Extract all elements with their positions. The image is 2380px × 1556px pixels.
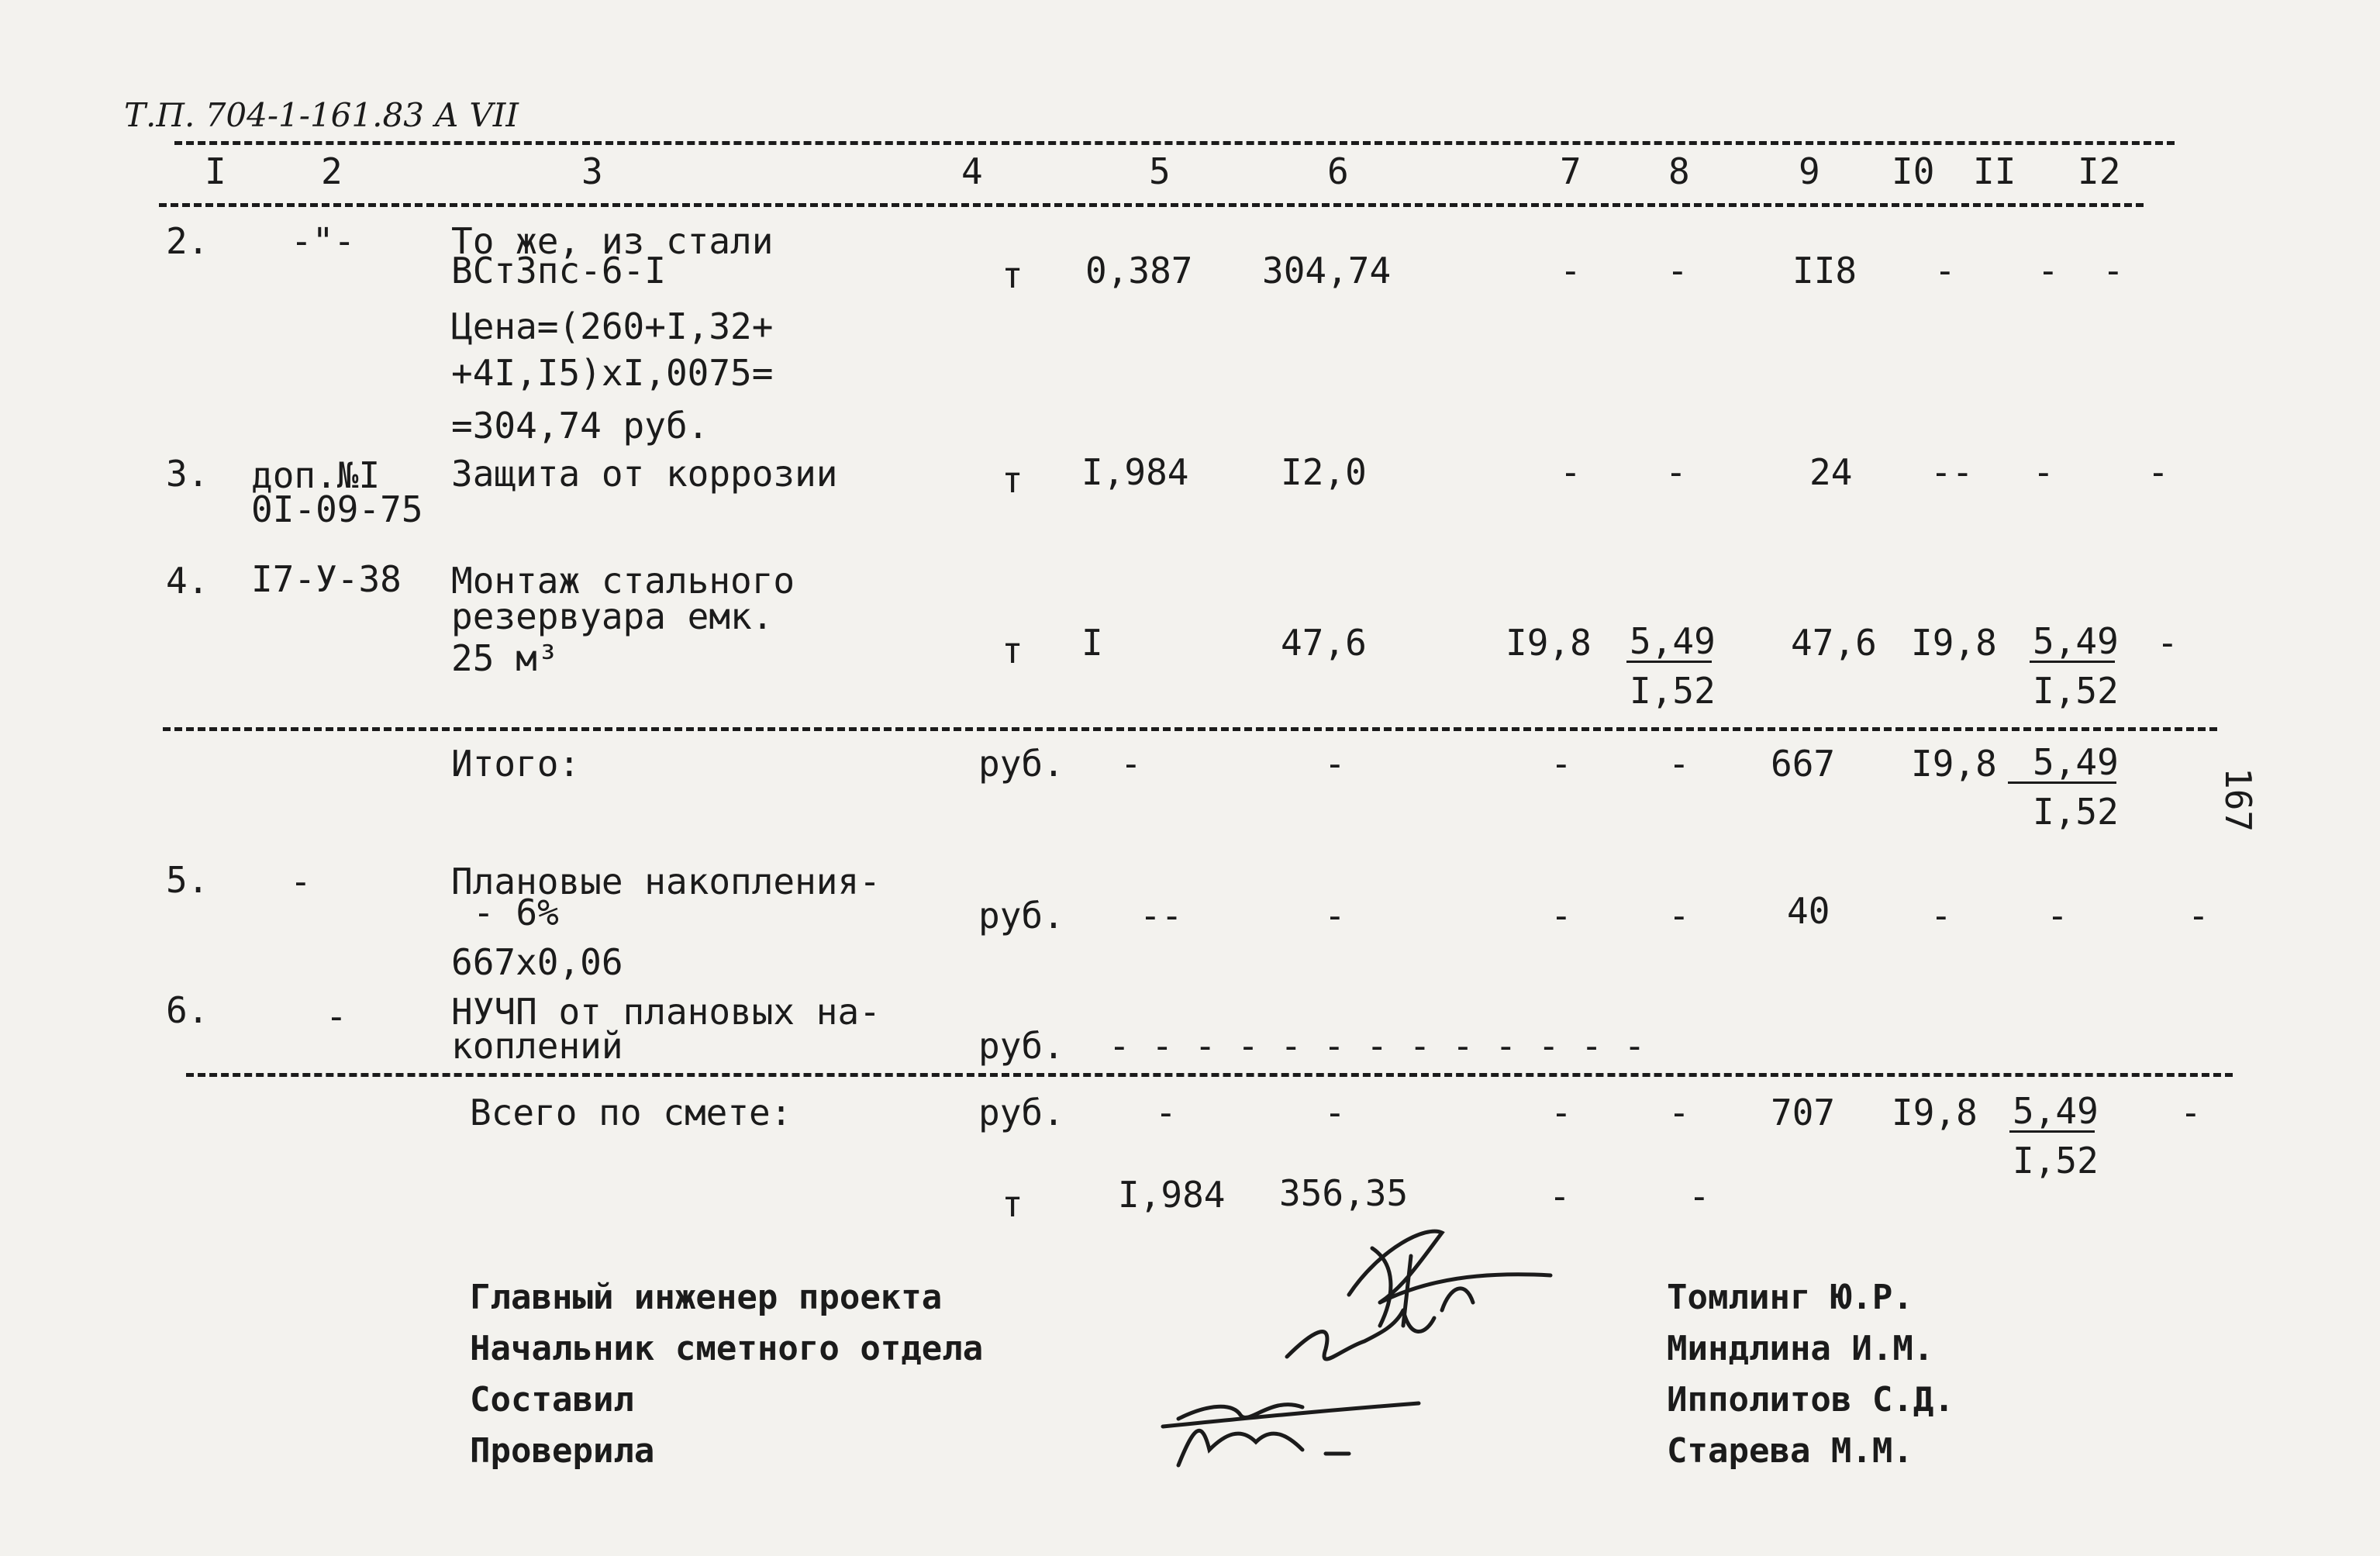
row-number: 3. xyxy=(166,453,209,495)
signature-stroke xyxy=(1178,1430,1349,1465)
row-quantity: I,984 xyxy=(1118,1174,1226,1216)
row-quantity: I xyxy=(1081,622,1103,664)
row-col5: - xyxy=(1120,743,1142,785)
subtotal-label: Итого: xyxy=(451,743,581,785)
row-col7: - xyxy=(1560,250,1581,292)
row-col10: I9,8 xyxy=(1911,622,1997,664)
row-col12: - xyxy=(2180,1092,2202,1133)
row-number: 4. xyxy=(166,560,209,602)
row-col8: - xyxy=(1667,250,1688,292)
signatory-role: Проверила xyxy=(470,1431,655,1471)
fraction-line xyxy=(1626,661,1712,663)
row-col12: - xyxy=(2102,250,2124,292)
signature-stroke xyxy=(1163,1403,1419,1427)
row-description-line: Плановые накопления- xyxy=(451,861,881,902)
row-col8: - xyxy=(1665,451,1687,493)
signatory-name: Миндлина И.М. xyxy=(1667,1329,1934,1368)
row-price: 356,35 xyxy=(1279,1172,1409,1214)
row-col8: - xyxy=(1668,1092,1690,1133)
col-header-10: I0 xyxy=(1892,150,1935,192)
row-col9: 24 xyxy=(1809,451,1853,493)
row-col9: 47,6 xyxy=(1791,622,1877,664)
subtotal-rule xyxy=(163,727,2217,731)
row-unit: руб. xyxy=(978,1025,1064,1067)
row-unit: т xyxy=(1002,1183,1023,1225)
row-unit: т xyxy=(1002,459,1023,501)
col-header-1: I xyxy=(205,150,226,192)
signatory-name: Ипполитов С.Д. xyxy=(1667,1380,1954,1420)
total-rule xyxy=(186,1073,2233,1077)
row-col10: I9,8 xyxy=(1911,743,1997,785)
row-code: - xyxy=(290,861,312,902)
header-bottom-rule xyxy=(159,203,2144,207)
row-col6: - xyxy=(1324,743,1346,785)
row-col11: - xyxy=(2033,451,2054,493)
fraction-line xyxy=(2009,1130,2095,1133)
row-price: I2,0 xyxy=(1281,451,1367,493)
row-description-line: =304,74 руб. xyxy=(451,405,709,447)
col-header-5: 5 xyxy=(1149,150,1171,192)
row-col7: - xyxy=(1550,743,1572,785)
fraction-top: 5,49 xyxy=(2033,620,2119,662)
row-unit: т xyxy=(1002,630,1023,671)
row-col6: - xyxy=(1324,895,1346,937)
row-quantity: I,984 xyxy=(1081,451,1189,493)
row-description-line: Защита от коррозии xyxy=(451,453,838,495)
fraction-top: 5,49 xyxy=(2013,1090,2099,1132)
row-unit: руб. xyxy=(978,743,1064,785)
row-code: -"- xyxy=(291,220,356,262)
row-description-line: резервуара емк. xyxy=(451,595,774,637)
row-code: - xyxy=(326,995,347,1037)
fraction-bottom: I,52 xyxy=(2013,1140,2099,1182)
row-description-line: 667х0,06 xyxy=(451,941,623,983)
row-col10: I9,8 xyxy=(1892,1092,1978,1133)
row-col7: - xyxy=(1549,1175,1571,1217)
row-col8: - xyxy=(1688,1175,1710,1217)
row-description-line: Монтаж стального xyxy=(451,560,795,602)
row-col5: - xyxy=(1155,1092,1177,1133)
row-col9: II8 xyxy=(1792,250,1857,292)
row-col9: 707 xyxy=(1771,1092,1836,1133)
col-header-3: 3 xyxy=(581,150,603,192)
signatory-role: Составил xyxy=(470,1380,634,1420)
col-header-4: 4 xyxy=(961,150,983,192)
row-col8: - xyxy=(1668,743,1690,785)
row-dashes: - - - - - - - - - - - - - xyxy=(1109,1025,1646,1067)
row-col5: -- xyxy=(1140,895,1183,937)
col-header-9: 9 xyxy=(1799,150,1820,192)
row-description-line: То же, из стали xyxy=(451,220,774,262)
row-price: 304,74 xyxy=(1262,250,1392,292)
row-col11: - xyxy=(2037,250,2059,292)
row-description-line: +4I,I5)хI,0075= xyxy=(451,352,774,394)
row-col12: - xyxy=(2188,895,2209,937)
row-col7: - xyxy=(1550,1092,1572,1133)
row-unit: руб. xyxy=(978,895,1064,937)
row-description-line: ВСт3пс-6-I xyxy=(451,250,666,292)
row-col12: - xyxy=(2147,451,2169,493)
fraction-bottom: I,52 xyxy=(1630,670,1716,712)
col-header-7: 7 xyxy=(1560,150,1581,192)
row-code: I7-У-38 xyxy=(251,558,402,600)
row-col7: I9,8 xyxy=(1506,622,1592,664)
page-number: 167 xyxy=(2217,768,2259,833)
row-number: 2. xyxy=(166,220,209,262)
col-header-6: 6 xyxy=(1327,150,1349,192)
row-col7: - xyxy=(1550,895,1572,937)
row-col9: 40 xyxy=(1787,890,1830,932)
total-label: Всего по смете: xyxy=(470,1092,792,1133)
fraction-line xyxy=(2008,781,2116,784)
col-header-2: 2 xyxy=(321,150,343,192)
fraction-top: 5,49 xyxy=(1630,620,1716,662)
row-col9: 667 xyxy=(1771,743,1836,785)
fraction-bottom: I,52 xyxy=(2033,670,2119,712)
handwritten-signatures xyxy=(1147,1194,1581,1473)
row-col11: - xyxy=(2047,895,2068,937)
col-header-11: II xyxy=(1973,150,2016,192)
row-col6: - xyxy=(1324,1092,1346,1133)
row-col12: - xyxy=(2157,622,2178,664)
header-top-rule xyxy=(174,141,2175,145)
row-unit: руб. xyxy=(978,1092,1064,1133)
document-reference: Т.П. 704-1-161.83 А VII xyxy=(124,96,519,134)
row-description-line: НУЧП от плановых на- xyxy=(451,991,881,1033)
signatory-role: Начальник сметного отдела xyxy=(470,1329,984,1368)
row-description-line: 25 м³ xyxy=(451,637,559,679)
col-header-8: 8 xyxy=(1668,150,1690,192)
row-col8: - xyxy=(1668,895,1690,937)
signatory-role: Главный инженер проекта xyxy=(470,1278,943,1317)
row-quantity: 0,387 xyxy=(1085,250,1193,292)
row-price: 47,6 xyxy=(1281,622,1367,664)
row-number: 6. xyxy=(166,989,209,1031)
fraction-line xyxy=(2030,661,2115,663)
row-number: 5. xyxy=(166,859,209,901)
row-unit: т xyxy=(1002,254,1023,296)
signatory-name: Старева М.М. xyxy=(1667,1431,1913,1471)
row-description-line: - 6% xyxy=(473,892,559,933)
fraction-top: 5,49 xyxy=(2033,741,2119,783)
fraction-bottom: I,52 xyxy=(2033,791,2119,833)
row-col10: - xyxy=(1930,895,1952,937)
row-col10: - xyxy=(1934,250,1956,292)
row-description-line: коплений xyxy=(451,1025,623,1067)
signatory-name: Томлинг Ю.Р. xyxy=(1667,1278,1913,1317)
col-header-12: I2 xyxy=(2078,150,2121,192)
row-description-line: Цена=(260+I,32+ xyxy=(451,305,774,347)
row-code-line: доп.№I xyxy=(251,454,381,496)
row-col7: - xyxy=(1560,451,1581,493)
row-code-line: 0I-09-75 xyxy=(251,488,423,530)
row-col10: -- xyxy=(1930,451,1974,493)
